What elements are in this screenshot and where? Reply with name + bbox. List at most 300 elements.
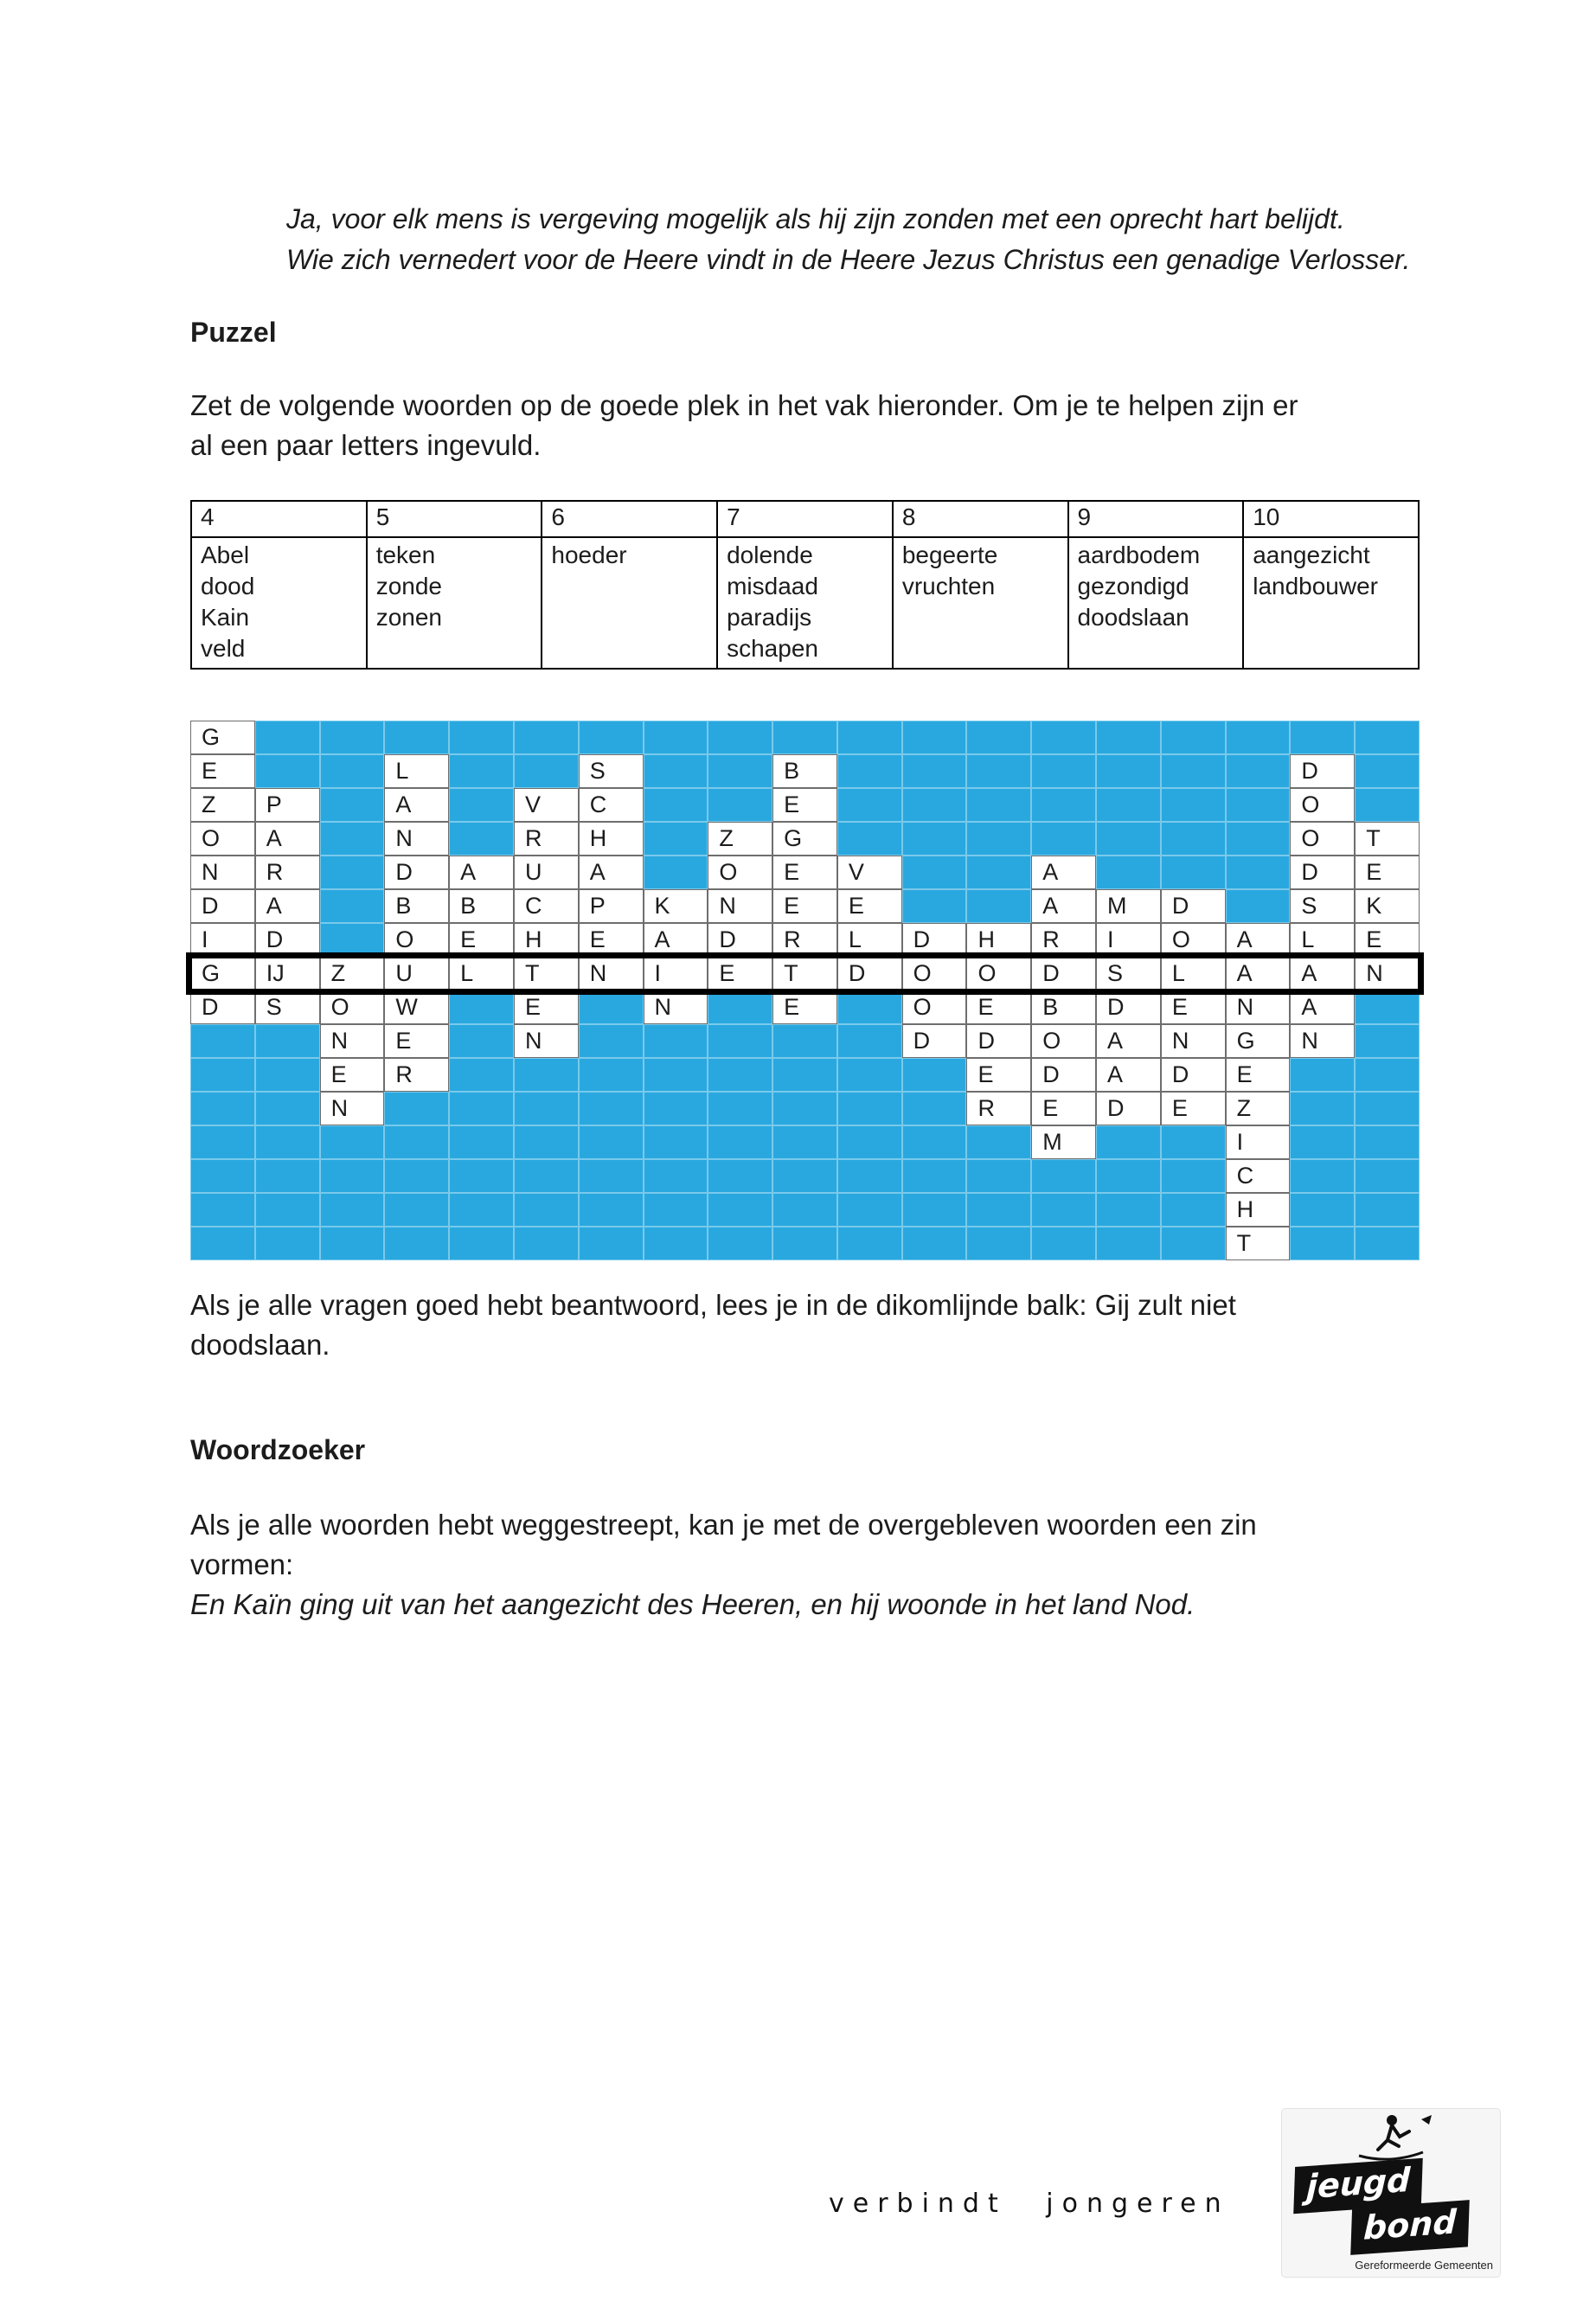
- grid-cell-blank: [1096, 822, 1161, 856]
- word-table-header: 7: [717, 501, 893, 537]
- word-bank-word: dolende: [727, 542, 813, 568]
- grid-cell-letter: R: [514, 822, 579, 856]
- grid-cell-blank: [772, 1024, 837, 1058]
- grid-cell-blank: [644, 1159, 708, 1193]
- grid-cell-letter: N: [514, 1024, 579, 1058]
- grid-cell-blank: [514, 1092, 579, 1125]
- grid-cell-blank: [449, 1024, 514, 1058]
- tagline-verbindt-jongeren: verbindt jongeren: [829, 2189, 1230, 2219]
- grid-cell-blank: [1355, 1159, 1420, 1193]
- word-table-cell: [1243, 537, 1419, 669]
- grid-cell-blank: [1355, 754, 1420, 788]
- grid-cell-blank: [708, 1193, 772, 1227]
- grid-cell-letter: A: [1290, 957, 1355, 990]
- grid-cell-blank: [837, 754, 902, 788]
- grid-cell-blank: [190, 1125, 255, 1159]
- grid-cell-blank: [837, 1125, 902, 1159]
- grid-cell-blank: [837, 1227, 902, 1260]
- grid-cell-letter: D: [190, 990, 255, 1024]
- grid-cell-blank: [449, 822, 514, 856]
- grid-cell-blank: [384, 1125, 449, 1159]
- grid-cell-blank: [708, 788, 772, 822]
- logo-word-bond: bond: [1350, 2200, 1469, 2255]
- word-table-cell: [1068, 537, 1244, 669]
- word-table-header: 6: [542, 501, 717, 537]
- grid-cell-blank: [1290, 1159, 1355, 1193]
- grid-cell-letter: B: [449, 889, 514, 923]
- grid-cell-blank: [1226, 889, 1291, 923]
- grid-cell-letter: E: [772, 856, 837, 889]
- grid-cell-letter: D: [255, 923, 320, 957]
- grid-cell-letter: E: [190, 754, 255, 788]
- grid-cell-blank: [902, 754, 967, 788]
- instructions-line-2: al een paar letters ingevuld.: [190, 429, 542, 461]
- grid-cell-letter: I: [190, 923, 255, 957]
- word-table-cell: [893, 537, 1068, 669]
- grid-cell-blank: [966, 1125, 1031, 1159]
- grid-cell-blank: [1290, 1058, 1355, 1092]
- grid-cell-letter: E: [1161, 990, 1226, 1024]
- grid-cell-letter: E: [1226, 1058, 1291, 1092]
- grid-cell-letter: I: [1096, 923, 1161, 957]
- grid-cell-blank: [966, 754, 1031, 788]
- grid-cell-blank: [1161, 856, 1226, 889]
- grid-cell-letter: D: [1031, 957, 1096, 990]
- grid-cell-letter: E: [966, 1058, 1031, 1092]
- grid-cell-letter: D: [1031, 1058, 1096, 1092]
- grid-cell-letter: O: [902, 990, 967, 1024]
- grid-cell-blank: [320, 721, 385, 754]
- grid-cell-letter: G: [1226, 1024, 1291, 1058]
- grid-cell-blank: [579, 990, 644, 1024]
- grid-cell-letter: D: [902, 923, 967, 957]
- grid-cell-letter: S: [1290, 889, 1355, 923]
- grid-cell-blank: [837, 1058, 902, 1092]
- grid-cell-blank: [644, 856, 708, 889]
- grid-cell-blank: [320, 1125, 385, 1159]
- puzzle-instructions: [190, 386, 1298, 465]
- grid-cell-letter: T: [1355, 822, 1420, 856]
- grid-cell-blank: [1096, 1227, 1161, 1260]
- grid-cell-blank: [1355, 788, 1420, 822]
- grid-cell-blank: [579, 1125, 644, 1159]
- grid-cell-letter: M: [1096, 889, 1161, 923]
- word-bank-word: hoeder: [551, 542, 627, 568]
- grid-cell-blank: [1226, 856, 1291, 889]
- grid-cell-letter: N: [708, 889, 772, 923]
- grid-cell-blank: [1031, 788, 1096, 822]
- grid-cell-letter: Z: [320, 957, 385, 990]
- grid-cell-blank: [837, 1024, 902, 1058]
- word-table-header: 9: [1068, 501, 1244, 537]
- grid-cell-letter: E: [708, 957, 772, 990]
- grid-cell-blank: [902, 1159, 967, 1193]
- grid-cell-blank: [966, 889, 1031, 923]
- word-table-cell: [717, 537, 893, 669]
- word-table-cell: [542, 537, 717, 669]
- grid-cell-letter: A: [1290, 990, 1355, 1024]
- grid-cell-blank: [255, 1058, 320, 1092]
- grid-cell-blank: [644, 1058, 708, 1092]
- surfer-figure-icon: [1335, 2112, 1447, 2163]
- grid-cell-blank: [384, 1092, 449, 1125]
- grid-cell-letter: B: [772, 754, 837, 788]
- grid-cell-blank: [966, 788, 1031, 822]
- word-table-header: 10: [1243, 501, 1419, 537]
- answer-note-line-1: Als je alle vragen goed hebt beantwoord, lees je in de dikomlijnde balk: Gij zult niet: [190, 1289, 1236, 1321]
- grid-cell-letter: I: [644, 957, 708, 990]
- grid-cell-blank: [449, 1159, 514, 1193]
- wordsearch-line-1: Als je alle woorden hebt weggestreept, kan je met de overgebleven woorden een zin: [190, 1509, 1257, 1541]
- grid-cell-letter: A: [1226, 957, 1291, 990]
- grid-cell-blank: [837, 1193, 902, 1227]
- word-bank-word: veld: [201, 635, 246, 662]
- wordsearch-sentence: En Kaïn ging uit van het aangezicht des Heeren, en hij woonde in het land Nod.: [190, 1588, 1195, 1620]
- grid-cell-letter: K: [644, 889, 708, 923]
- grid-cell-letter: W: [384, 990, 449, 1024]
- grid-cell-letter: E: [772, 889, 837, 923]
- grid-cell-blank: [1031, 1159, 1096, 1193]
- grid-cell-blank: [708, 754, 772, 788]
- grid-cell-blank: [966, 1159, 1031, 1193]
- word-bank-word: landbouwer: [1253, 573, 1378, 599]
- jeugdbond-logo: [1282, 2109, 1500, 2277]
- grid-cell-blank: [255, 1024, 320, 1058]
- grid-cell-letter: D: [1161, 1058, 1226, 1092]
- wordsearch-heading: Woordzoeker: [190, 1434, 366, 1465]
- grid-cell-letter: L: [384, 754, 449, 788]
- grid-cell-letter: P: [579, 889, 644, 923]
- grid-cell-blank: [320, 889, 385, 923]
- grid-cell-letter: R: [966, 1092, 1031, 1125]
- word-bank-word: begeerte: [901, 542, 998, 568]
- grid-cell-blank: [449, 721, 514, 754]
- grid-cell-blank: [1031, 822, 1096, 856]
- grid-cell-letter: N: [320, 1092, 385, 1125]
- grid-cell-blank: [1355, 721, 1420, 754]
- word-bank-word: Kain: [201, 604, 250, 631]
- grid-cell-letter: N: [579, 957, 644, 990]
- grid-cell-letter: O: [902, 957, 967, 990]
- grid-cell-letter: D: [837, 957, 902, 990]
- grid-cell-blank: [772, 721, 837, 754]
- grid-cell-letter: R: [255, 856, 320, 889]
- grid-cell-letter: L: [449, 957, 514, 990]
- grid-cell-blank: [320, 856, 385, 889]
- grid-cell-letter: C: [1226, 1159, 1291, 1193]
- grid-cell-letter: D: [1161, 889, 1226, 923]
- grid-cell-letter: D: [708, 923, 772, 957]
- instructions-line-1: Zet de volgende woorden op de goede plek in het vak hieronder. Om je te helpen zijn er: [190, 389, 1298, 421]
- word-bank-word: schapen: [727, 635, 818, 662]
- word-table-cell: [191, 537, 367, 669]
- grid-cell-blank: [255, 1193, 320, 1227]
- grid-cell-blank: [1096, 754, 1161, 788]
- grid-cell-blank: [772, 1193, 837, 1227]
- grid-cell-blank: [708, 1024, 772, 1058]
- grid-cell-blank: [449, 990, 514, 1024]
- grid-cell-letter: A: [255, 889, 320, 923]
- grid-cell-letter: G: [190, 721, 255, 754]
- grid-cell-blank: [837, 990, 902, 1024]
- grid-cell-blank: [966, 1227, 1031, 1260]
- grid-cell-blank: [644, 1092, 708, 1125]
- grid-cell-letter: A: [1096, 1058, 1161, 1092]
- grid-cell-blank: [384, 1193, 449, 1227]
- grid-cell-blank: [1161, 1227, 1226, 1260]
- grid-cell-blank: [837, 721, 902, 754]
- grid-cell-letter: O: [1290, 788, 1355, 822]
- grid-cell-letter: E: [1031, 1092, 1096, 1125]
- grid-cell-blank: [514, 754, 579, 788]
- grid-cell-letter: O: [1290, 822, 1355, 856]
- grid-cell-blank: [514, 1058, 579, 1092]
- grid-cell-letter: C: [514, 889, 579, 923]
- word-table-cell: [367, 537, 542, 669]
- grid-cell-blank: [1161, 788, 1226, 822]
- grid-cell-blank: [902, 1227, 967, 1260]
- grid-cell-letter: D: [1096, 1092, 1161, 1125]
- grid-cell-letter: M: [1031, 1125, 1096, 1159]
- grid-cell-blank: [320, 923, 385, 957]
- grid-cell-letter: H: [1226, 1193, 1291, 1227]
- grid-cell-letter: E: [579, 923, 644, 957]
- grid-cell-blank: [902, 822, 967, 856]
- grid-cell-letter: O: [708, 856, 772, 889]
- grid-cell-blank: [1355, 1024, 1420, 1058]
- grid-cell-letter: N: [1226, 990, 1291, 1024]
- grid-cell-letter: E: [772, 788, 837, 822]
- grid-cell-letter: E: [384, 1024, 449, 1058]
- grid-cell-blank: [902, 1193, 967, 1227]
- grid-cell-letter: A: [1096, 1024, 1161, 1058]
- grid-cell-blank: [1161, 754, 1226, 788]
- word-table-body-row: [191, 537, 1419, 669]
- grid-cell-letter: A: [384, 788, 449, 822]
- grid-cell-blank: [644, 754, 708, 788]
- intro-line-1: Ja, voor elk mens is vergeving mogelijk als hij zijn zonden met een oprecht hart belijdt.: [286, 203, 1345, 234]
- grid-cell-letter: U: [514, 856, 579, 889]
- grid-cell-blank: [190, 1227, 255, 1260]
- grid-cell-blank: [1226, 754, 1291, 788]
- grid-cell-blank: [1355, 1092, 1420, 1125]
- grid-cell-blank: [902, 1092, 967, 1125]
- grid-cell-blank: [1290, 1125, 1355, 1159]
- grid-cell-letter: O: [384, 923, 449, 957]
- grid-cell-letter: O: [1031, 1024, 1096, 1058]
- grid-cell-blank: [579, 721, 644, 754]
- grid-cell-blank: [1161, 1159, 1226, 1193]
- grid-cell-blank: [384, 1159, 449, 1193]
- grid-cell-letter: Z: [1226, 1092, 1291, 1125]
- wordsearch-line-2: vormen:: [190, 1548, 294, 1580]
- grid-cell-blank: [644, 788, 708, 822]
- grid-cell-letter: N: [384, 822, 449, 856]
- grid-cell-letter: E: [1355, 856, 1420, 889]
- grid-cell-letter: D: [902, 1024, 967, 1058]
- crossword-cells: [190, 721, 1420, 1260]
- word-table-header: 8: [893, 501, 1068, 537]
- grid-cell-letter: D: [384, 856, 449, 889]
- grid-cell-blank: [255, 1125, 320, 1159]
- grid-cell-blank: [449, 1125, 514, 1159]
- grid-cell-blank: [579, 1058, 644, 1092]
- grid-cell-letter: O: [966, 957, 1031, 990]
- crossword-grid: [190, 721, 1420, 1260]
- grid-cell-letter: V: [514, 788, 579, 822]
- grid-cell-blank: [644, 1125, 708, 1159]
- word-bank-word: teken: [375, 542, 436, 568]
- grid-cell-blank: [1031, 1193, 1096, 1227]
- grid-cell-blank: [644, 1193, 708, 1227]
- puzzle-heading: Puzzel: [190, 317, 277, 348]
- grid-cell-blank: [190, 1159, 255, 1193]
- grid-cell-blank: [1226, 721, 1291, 754]
- grid-cell-blank: [708, 1159, 772, 1193]
- grid-cell-blank: [514, 1227, 579, 1260]
- grid-cell-blank: [449, 1193, 514, 1227]
- wordsearch-text: [190, 1505, 1257, 1625]
- grid-cell-letter: Z: [708, 822, 772, 856]
- grid-cell-blank: [514, 1125, 579, 1159]
- grid-cell-letter: A: [1226, 923, 1291, 957]
- grid-cell-blank: [644, 721, 708, 754]
- grid-cell-blank: [772, 1159, 837, 1193]
- word-bank-word: vruchten: [901, 573, 996, 599]
- grid-cell-letter: B: [384, 889, 449, 923]
- grid-cell-blank: [449, 788, 514, 822]
- answer-note: [190, 1285, 1236, 1365]
- grid-cell-letter: E: [772, 990, 837, 1024]
- grid-cell-blank: [514, 1159, 579, 1193]
- grid-cell-letter: N: [1161, 1024, 1226, 1058]
- grid-cell-blank: [902, 1125, 967, 1159]
- word-bank-word: gezondigd: [1077, 573, 1189, 599]
- grid-cell-letter: R: [384, 1058, 449, 1092]
- grid-cell-blank: [1355, 1227, 1420, 1260]
- grid-cell-letter: H: [579, 822, 644, 856]
- grid-cell-blank: [902, 1058, 967, 1092]
- grid-cell-letter: E: [1161, 1092, 1226, 1125]
- grid-cell-blank: [1096, 856, 1161, 889]
- grid-cell-letter: D: [1096, 990, 1161, 1024]
- grid-cell-blank: [966, 822, 1031, 856]
- grid-cell-blank: [902, 856, 967, 889]
- grid-cell-blank: [320, 1159, 385, 1193]
- grid-cell-letter: A: [579, 856, 644, 889]
- word-bank-word: aardbodem: [1077, 542, 1201, 568]
- grid-cell-letter: V: [837, 856, 902, 889]
- grid-cell-blank: [384, 721, 449, 754]
- word-bank-word: misdaad: [727, 573, 818, 599]
- word-table-header: 5: [367, 501, 542, 537]
- grid-cell-letter: S: [255, 990, 320, 1024]
- grid-cell-blank: [514, 1193, 579, 1227]
- grid-cell-letter: U: [384, 957, 449, 990]
- logo-subtext: Gereformeerde Gemeenten: [1355, 2259, 1493, 2272]
- grid-cell-blank: [1096, 721, 1161, 754]
- grid-cell-letter: B: [1031, 990, 1096, 1024]
- grid-cell-blank: [1290, 1092, 1355, 1125]
- grid-cell-blank: [837, 788, 902, 822]
- grid-cell-letter: N: [1290, 1024, 1355, 1058]
- grid-cell-letter: L: [1290, 923, 1355, 957]
- grid-cell-blank: [966, 1193, 1031, 1227]
- grid-cell-blank: [772, 1227, 837, 1260]
- grid-cell-letter: G: [190, 957, 255, 990]
- grid-cell-letter: S: [579, 754, 644, 788]
- grid-cell-letter: T: [772, 957, 837, 990]
- grid-cell-blank: [320, 788, 385, 822]
- grid-cell-letter: P: [255, 788, 320, 822]
- grid-cell-blank: [708, 990, 772, 1024]
- grid-cell-letter: A: [644, 923, 708, 957]
- grid-cell-blank: [449, 1092, 514, 1125]
- grid-cell-blank: [708, 1092, 772, 1125]
- grid-cell-blank: [579, 1193, 644, 1227]
- logo-word-jeugd: jeugd: [1293, 2158, 1423, 2214]
- word-bank-word: aangezicht: [1253, 542, 1370, 568]
- grid-cell-letter: T: [514, 957, 579, 990]
- grid-cell-blank: [579, 1227, 644, 1260]
- grid-cell-blank: [1096, 1125, 1161, 1159]
- grid-cell-blank: [1290, 1193, 1355, 1227]
- grid-cell-blank: [1355, 990, 1420, 1024]
- grid-cell-letter: I: [1226, 1125, 1291, 1159]
- grid-cell-letter: C: [579, 788, 644, 822]
- grid-cell-letter: H: [514, 923, 579, 957]
- grid-cell-letter: E: [966, 990, 1031, 1024]
- intro-quote: [286, 199, 1410, 280]
- grid-cell-blank: [255, 721, 320, 754]
- grid-cell-blank: [255, 1227, 320, 1260]
- grid-cell-blank: [320, 754, 385, 788]
- grid-cell-blank: [579, 1159, 644, 1193]
- grid-cell-letter: R: [1031, 923, 1096, 957]
- grid-cell-blank: [1096, 1159, 1161, 1193]
- grid-cell-blank: [514, 721, 579, 754]
- grid-cell-blank: [902, 721, 967, 754]
- grid-cell-blank: [384, 1227, 449, 1260]
- grid-cell-letter: A: [255, 822, 320, 856]
- grid-cell-blank: [772, 1125, 837, 1159]
- grid-cell-letter: O: [1161, 923, 1226, 957]
- grid-cell-blank: [320, 822, 385, 856]
- grid-cell-blank: [449, 1058, 514, 1092]
- grid-cell-blank: [320, 1193, 385, 1227]
- grid-cell-letter: Z: [190, 788, 255, 822]
- word-table-header-row: [191, 501, 1419, 537]
- word-bank-word: paradijs: [727, 604, 812, 631]
- grid-cell-letter: D: [966, 1024, 1031, 1058]
- grid-cell-blank: [1096, 788, 1161, 822]
- grid-cell-letter: A: [1031, 889, 1096, 923]
- grid-cell-blank: [837, 1092, 902, 1125]
- grid-cell-letter: S: [1096, 957, 1161, 990]
- grid-cell-blank: [1226, 822, 1291, 856]
- grid-cell-blank: [708, 1125, 772, 1159]
- intro-line-2: Wie zich vernedert voor de Heere vindt in de Heere Jezus Christus een genadige Verlosser.: [286, 244, 1411, 275]
- word-bank-word: doodslaan: [1077, 604, 1189, 631]
- grid-cell-letter: R: [772, 923, 837, 957]
- word-bank-table: [190, 500, 1420, 670]
- grid-cell-blank: [902, 889, 967, 923]
- grid-cell-letter: N: [320, 1024, 385, 1058]
- grid-cell-blank: [1096, 1193, 1161, 1227]
- grid-cell-letter: O: [190, 822, 255, 856]
- grid-cell-blank: [902, 788, 967, 822]
- grid-cell-blank: [190, 1024, 255, 1058]
